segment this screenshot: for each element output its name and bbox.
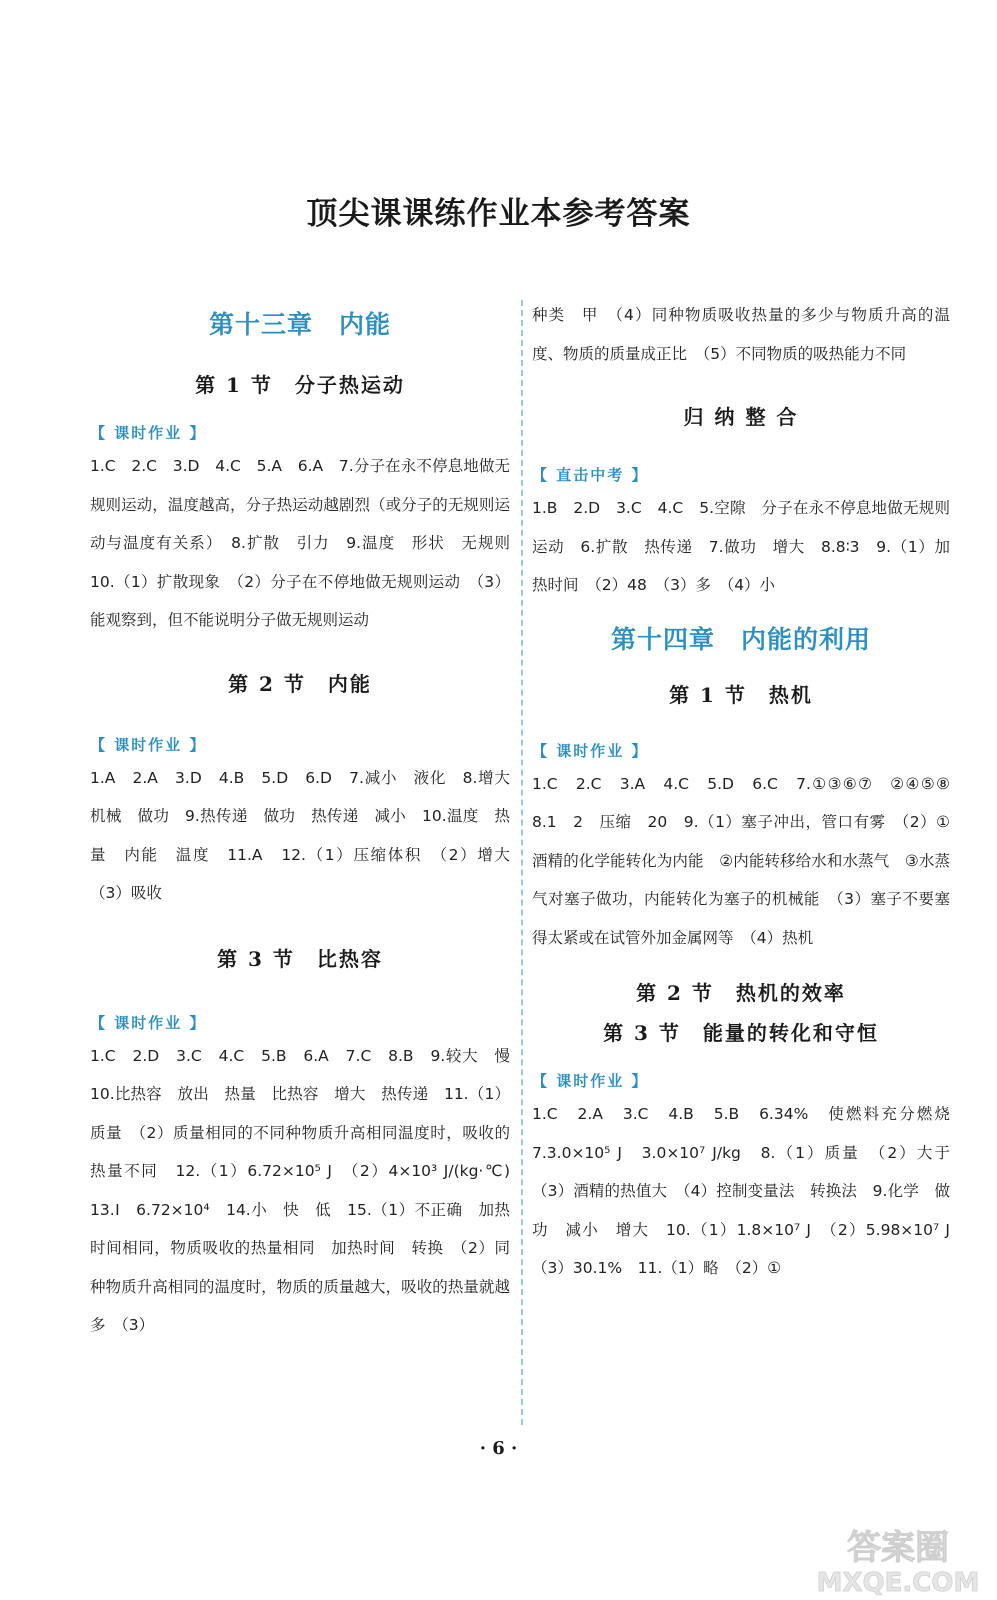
- section-1-heading: 第 1 节 热机: [669, 682, 813, 707]
- page-title: 顶尖课课练作业本参考答案: [306, 196, 691, 232]
- section-3-answers: 1.C 2.D 3.C 4.C 5.B 6.A 7.C 8.B 9.较大 慢 10.比热容 放出 热量 比热容 增大 热传递 11.（1）质量 （2）质量相同的不同种物质升高相同温度时，吸收的热量不同 12.（1）6.72×10⁵ J （2）4×10³ J/(kg·℃) 13.Ⅰ 6.72×10⁴ 14.小 快 低 15.（1）不正确 加热时间相同，物质吸收的热量相同 加热时间 转换 （2）同种物质升高相同的温度时，物质的质量越大，吸收的热量就越多 （3）: [90, 1046, 526, 1334]
- section-1-heading: 第 1 节 分子热运动: [195, 373, 405, 397]
- section-2-heading: 第 2 节 内能: [228, 671, 372, 696]
- summary-heading: 归 纳 整 合: [683, 405, 799, 429]
- chapter-13-heading: 第十三章 内能: [208, 310, 391, 339]
- section-3-heading: 第 3 节 比热容: [217, 946, 383, 971]
- section-2-3-answers: 1.C 2.A 3.C 4.B 5.B 6.34% 使燃料充分燃烧 7.3.0×10⁵ J 3.0×10⁷ J/kg 8.（1）质量 （2）大于 （3）酒精的热值大 （4）控制变量法 转换法 9.化学 做功 减小 增大 10.（1）1.8×10⁷ J （2）5.98×10⁷ J （3）30.1% 11.（1）略 （2）①: [532, 1105, 966, 1277]
- summary-answers: 1.B 2.D 3.C 4.C 5.空隙 分子在永不停息地做无规则运动 6.扩散 热传递 7.做功 增大 8.8∶3 9.（1）加热时间 （2）48 （3）多 （4）小: [532, 499, 950, 594]
- homework-tag: 【 课时作业 】: [532, 741, 649, 760]
- homework-tag: 【 课时作业 】: [90, 1013, 207, 1032]
- right-column: [532, 296, 966, 1288]
- watermark-logo: [816, 1521, 981, 1596]
- left-column: [90, 296, 526, 1345]
- section-2-heading: 第 2 节 热机的效率: [636, 981, 846, 1005]
- continued-answers: 种类 甲 （4）同种物质吸收热量的多少与物质升高的温度、物质的质量成正比 （5）不同物质的吸热能力不同: [532, 306, 950, 363]
- watermark-top-text: 答案圈: [847, 1528, 949, 1568]
- watermark-bottom-text: MXQE.COM: [816, 1568, 980, 1596]
- page-number: · 6 ·: [479, 1438, 518, 1459]
- section-2-answers: 1.A 2.A 3.D 4.B 5.D 6.D 7.减小 液化 8.增大 机械 做功 9.热传递 做功 热传递 减小 10.温度 热量 内能 温度 11.A 12.（1）压缩体积 （2）增大 （3）吸收: [90, 768, 526, 902]
- homework-tag: 【 课时作业 】: [90, 735, 207, 754]
- section-3-heading: 第 3 节 能量的转化和守恒: [603, 1021, 879, 1045]
- section-1-answers: 1.C 2.C 3.A 4.C 5.D 6.C 7.①③⑥⑦ ②④⑤⑧ 8.1 2 压缩 20 9.（1）塞子冲出，管口有雾 （2）①酒精的化学能转化为内能 ②内能转移给水和水蒸气 ③水蒸气对塞子做功，内能转化为塞子的机械能 （3）塞子不要塞得太紧或在试管外加金属网等 （4）热机: [532, 774, 966, 947]
- section-1-answers: 1.C 2.C 3.D 4.C 5.A 6.A 7.分子在永不停息地做无规则运动，温度越高，分子热运动越剧烈（或分子的无规则运动与温度有关系） 8.扩散 引力 9.温度 形状 无规则 10.（1）扩散现象 （2）分子在不停地做无规则运动 （3）能观察到，但不能说明分子做无规则运动: [90, 457, 526, 629]
- exam-tag: 【 直击中考 】: [532, 466, 649, 484]
- homework-tag: 【 课时作业 】: [90, 424, 207, 442]
- chapter-14-heading: 第十四章 内能的利用: [610, 624, 871, 654]
- homework-tag: 【 课时作业 】: [532, 1072, 649, 1090]
